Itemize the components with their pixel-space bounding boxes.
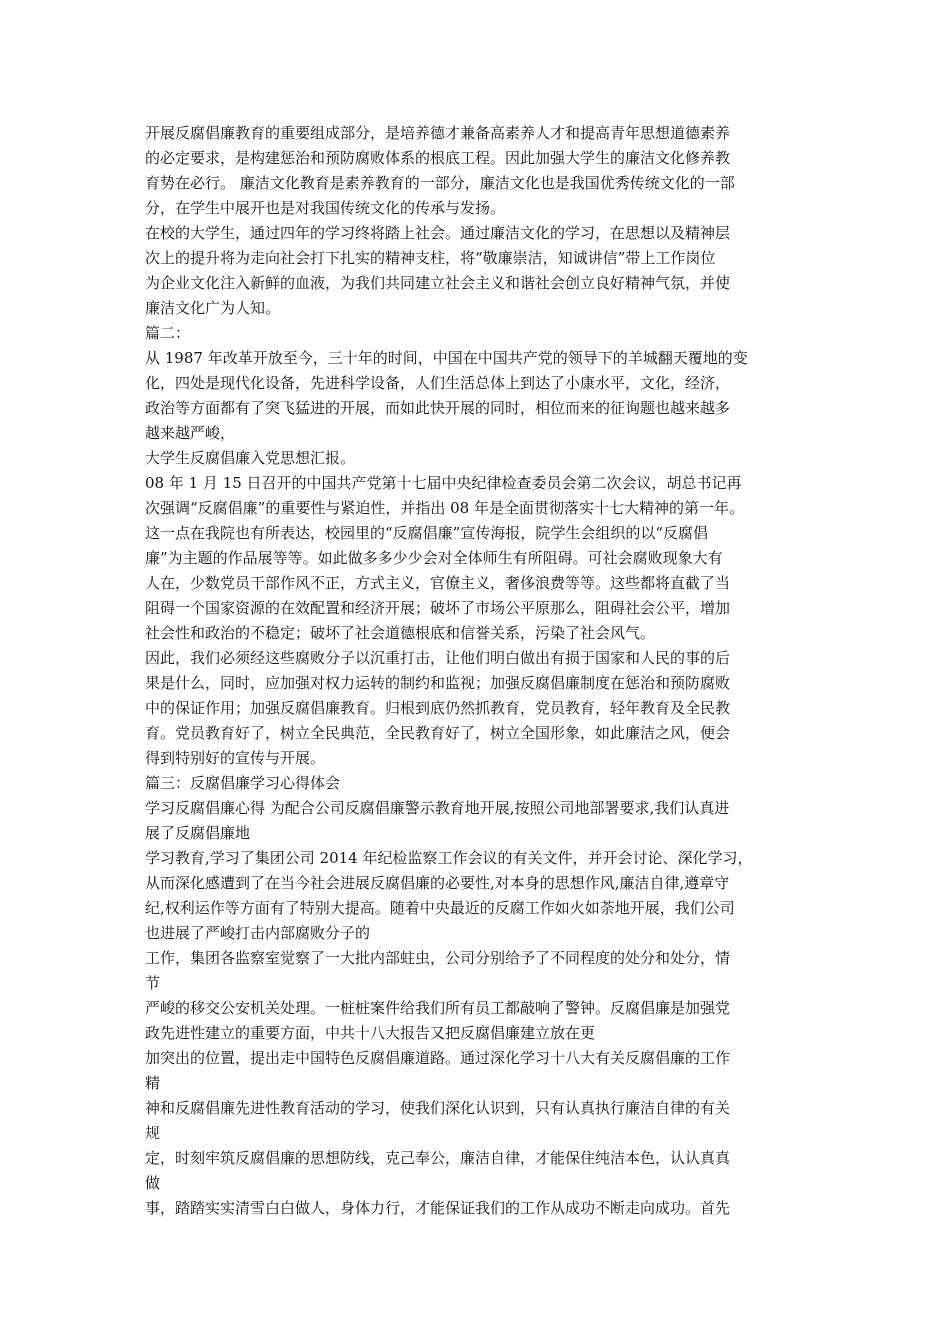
text-line: 为企业文化注入新鲜的血液，为我们共同建立社会主义和谐社会创立良好精神气氛，并使 [145, 274, 731, 292]
text-line: 廉洁文化广为人知。 [145, 299, 281, 317]
text-line: 育。党员教育好了，树立全民典范，全民教育好了，树立全国形象，如此廉洁之风，便会 [145, 724, 731, 742]
text-line: 规 [145, 1124, 161, 1142]
text-line: 政先进性建立的重要方面，中共十八大报告又把反腐倡廉建立放在更 [145, 1024, 596, 1042]
text-line: 做 [145, 1174, 161, 1192]
text-line: 学习教育,学习了集团公司 2014 年纪检监察工作会议的有关文件，并开会讨论、深化学习， [145, 849, 753, 867]
text-line: 这一点在我院也有所表达，校园里的“反腐倡廉”宣传海报，院学生会组织的以“反腐倡 [145, 524, 709, 542]
text-line: 定，时刻牢筑反腐倡廉的思想防线，克己奉公，廉洁自律，才能保住纯洁本色，认认真真 [145, 1149, 731, 1167]
text-line: 大学生反腐倡廉入党思想汇报。 [145, 449, 356, 467]
text-line: 化，四处是现代化设备，先进科学设备，人们生活总体上到达了小康水平，文化，经济， [145, 374, 731, 392]
text-line: 从而深化感遭到了在当今社会进展反腐倡廉的必要性,对本身的思想作风,廉洁自律,遵章守 [145, 874, 730, 892]
text-line: 08 年 1 月 15 日召开的中国共产党第十七届中央纪律检查委员会第二次会议，胡总书记再 [145, 474, 742, 492]
text-line: 的必定要求，是构建惩治和预防腐败体系的根底工程。因此加强大学生的廉洁文化修养教 [145, 149, 731, 167]
text-line: 次强调“反腐倡廉”的重要性与紧迫性，并指出 08 年是全面贯彻落实十七大精神的第一年。 [145, 499, 744, 517]
text-line: 人在，少数党员干部作风不正，方式主义，官僚主义，奢侈浪费等等。这些都将直截了当 [145, 574, 731, 592]
text-line: 育势在必行。 廉洁文化教育是素养教育的一部分，廉洁文化也是我国优秀传统文化的一部 [145, 174, 735, 192]
text-line: 越来越严峻， [145, 424, 236, 442]
text-line: 从 1987 年改革开放至今，三十年的时间，中国在中国共产党的领导下的羊城翻天覆地的变 [145, 349, 748, 367]
text-line: 得到特别好的宣传与开展。 [145, 749, 326, 767]
text-line: 纪,权利运作等方面有了特别大提高。随着中央最近的反腐工作如火如荼地开展，我们公司 [145, 899, 735, 917]
text-line: 节 [145, 974, 161, 992]
text-line: 因此，我们必须经这些腐败分子以沉重打击，让他们明白做出有损于国家和人民的事的后 [145, 649, 731, 667]
text-line: 开展反腐倡廉教育的重要组成部分，是培养德才兼备高素养人才和提高青年思想道德素养 [145, 124, 731, 142]
text-line: 在校的大学生，通过四年的学习终将踏上社会。通过廉洁文化的学习，在思想以及精神层 [145, 224, 731, 242]
text-line: 展了反腐倡廉地 [145, 824, 251, 842]
document-body [145, 121, 813, 1221]
text-line: 廉”为主题的作品展等等。如此做多多少少会对全体师生有所阻碍。可社会腐败现象大有 [145, 549, 723, 567]
document-text [145, 121, 813, 1221]
text-line: 加突出的位置，提出走中国特色反腐倡廉道路。通过深化学习十八大有关反腐倡廉的工作 [145, 1049, 731, 1067]
text-line: 也进展了严峻打击内部腐败分子的 [145, 924, 371, 942]
text-line: 中的保证作用；加强反腐倡廉教育。归根到底仍然抓教育，党员教育，轻年教育及全民教 [145, 699, 731, 717]
text-line: 事，踏踏实实清雪白白做人，身体力行，才能保证我们的工作从成功不断走向成功。首先 [145, 1199, 731, 1217]
text-line: 分，在学生中展开也是对我国传统文化的传承与发扬。 [145, 199, 506, 217]
text-line: 篇三：反腐倡廉学习心得体会 [145, 774, 341, 792]
text-line: 政治等方面都有了突飞猛进的开展，而如此快开展的同时，相位而来的征询题也越来越多 [145, 399, 731, 417]
text-line: 次上的提升将为走向社会打下扎实的精神支柱，将“敬廉崇洁，知诚讲信”带上工作岗位 [145, 249, 716, 267]
text-line: 严峻的移交公安机关处理。一桩桩案件给我们所有员工都敲响了警钟。反腐倡廉是加强党 [145, 999, 731, 1017]
text-line: 社会性和政治的不稳定；破坏了社会道德根底和信誉关系，污染了社会风气。 [145, 624, 656, 642]
text-line: 工作，集团各监察室觉察了一大批内部蛀虫，公司分别给予了不同程度的处分和处分，情 [145, 949, 731, 967]
text-line: 学习反腐倡廉心得 为配合公司反腐倡廉警示教育地开展,按照公司地部署要求,我们认真进 [145, 799, 730, 817]
text-line: 篇二： [145, 324, 191, 342]
text-line: 果是什么，同时，应加强对权力运转的制约和监视；加强反腐倡廉制度在惩治和预防腐败 [145, 674, 731, 692]
text-line: 精 [145, 1074, 161, 1092]
text-line: 阻碍一个国家资源的在效配置和经济开展；破坏了市场公平原那么，阻碍社会公平，增加 [145, 599, 731, 617]
text-line: 神和反腐倡廉先进性教育活动的学习，使我们深化认识到，只有认真执行廉洁自律的有关 [145, 1099, 731, 1117]
